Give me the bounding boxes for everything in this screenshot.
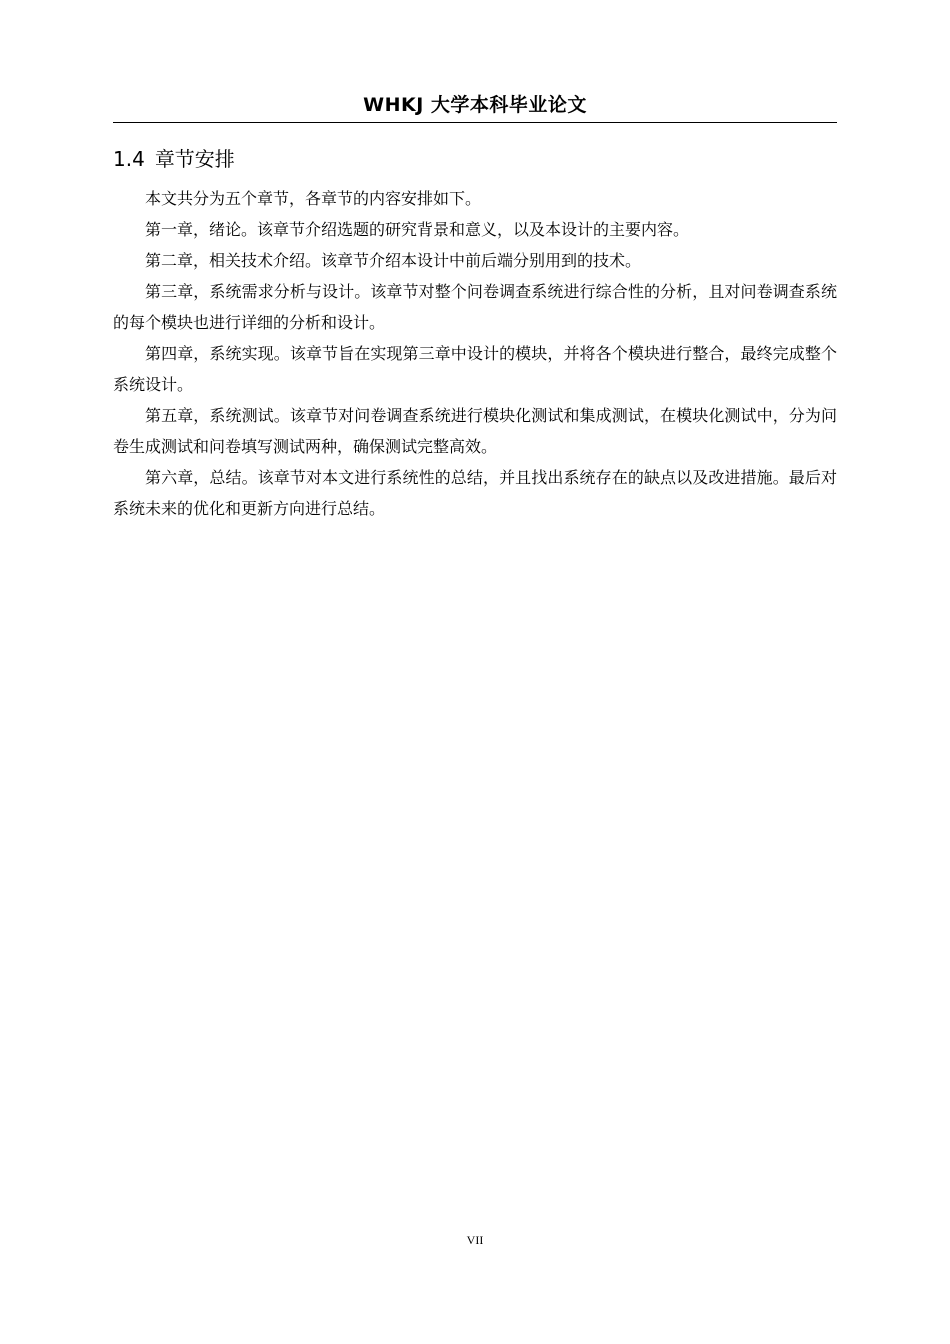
paragraph-chapter-5: 第五章，系统测试。该章节对问卷调查系统进行模块化测试和集成测试，在模块化测试中，分为问卷生成测试和问卷填写测试两种，确保测试完整高效。 (113, 406, 837, 456)
section-title: 章节安排 (154, 147, 235, 171)
paragraph-chapter-6: 第六章，总结。该章节对本文进行系统性的总结，并且找出系统存在的缺点以及改进措施。最后对系统未来的优化和更新方向进行总结。 (113, 468, 837, 518)
paragraph-chapter-2: 第二章，相关技术介绍。该章节介绍本设计中前后端分别用到的技术。 (145, 251, 642, 270)
page-number: VII (466, 1233, 484, 1247)
paragraph-intro: 本文共分为五个章节，各章节的内容安排如下。 (145, 189, 482, 208)
section-heading (113, 144, 235, 174)
page-header (113, 92, 837, 123)
body-text (113, 183, 837, 524)
header-title: WHKJ 大学本科毕业论文 (363, 94, 587, 116)
section-number: 1.4 (113, 147, 145, 171)
paragraph-chapter-4: 第四章，系统实现。该章节旨在实现第三章中设计的模块，并将各个模块进行整合，最终完成整个系统设计。 (113, 344, 837, 394)
paragraph-chapter-1: 第一章，绪论。该章节介绍选题的研究背景和意义，以及本设计的主要内容。 (145, 220, 690, 239)
paragraph-chapter-3: 第三章，系统需求分析与设计。该章节对整个问卷调查系统进行综合性的分析，且对问卷调查系统的每个模块也进行详细的分析和设计。 (113, 282, 837, 332)
